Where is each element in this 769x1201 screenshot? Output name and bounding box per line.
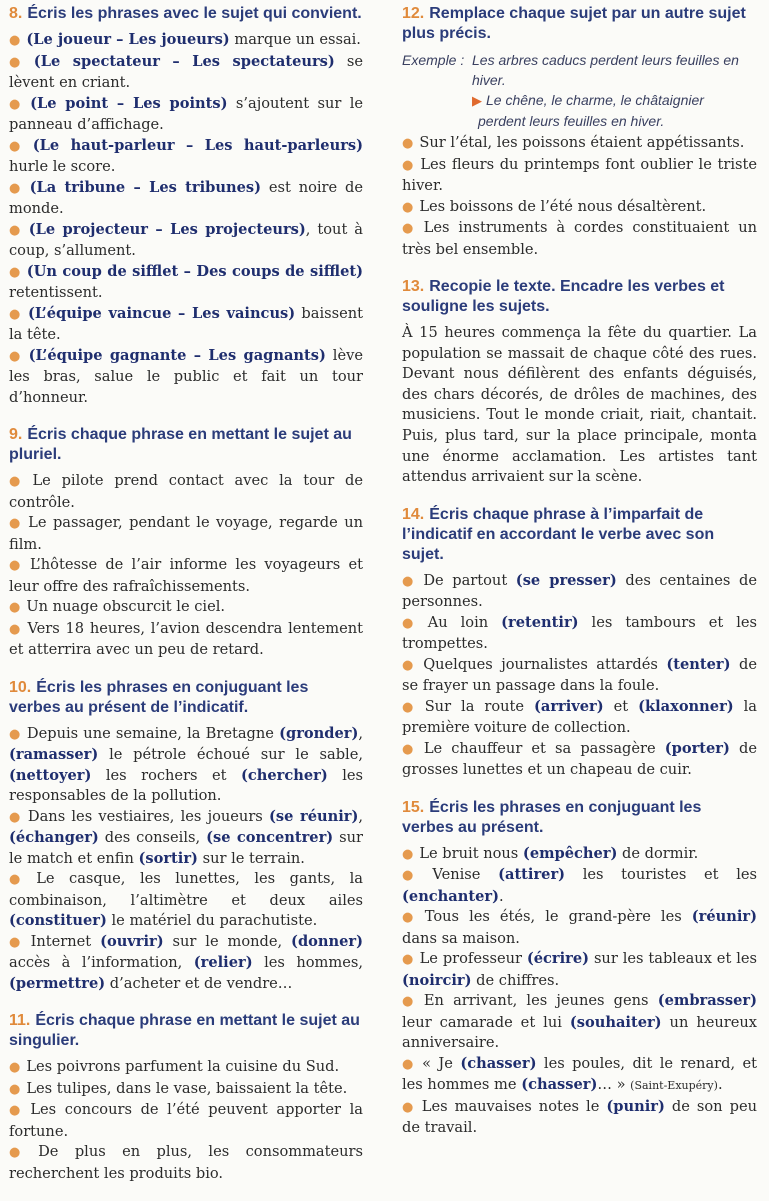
verb-infinitive: (tenter) (666, 655, 731, 673)
bullet-icon: ● (402, 1056, 417, 1072)
verb-infinitive: (écrire) (526, 950, 590, 968)
list-item (402, 844, 757, 866)
sentence-text: les responsables de la pollution. (9, 766, 363, 804)
subject-choice: (Le projecteur – Les projecteurs) (28, 220, 306, 238)
text-passage: À 15 heures commença la fête du quartier. La population se massait de chaque côté des rues. Devant nous défilèrent des enfants déguisés, des chars décorés, de drôles de machines, des musiciens. Tout le monde criait, riait, chantait. Puis, plus tard, sur la place principale, monta une énorme acclamation. Les artistes tant attendus arrivaient sur la scène. (402, 324, 757, 486)
sentence-text: les poules, dit le renard, et les hommes me (402, 1054, 757, 1094)
list-item (9, 619, 363, 661)
sentence-text: Les instruments à cordes constituaient un très bel ensemble. (402, 219, 758, 258)
bullet-icon: ● (9, 180, 24, 196)
sentence-text: Un nuage obscurcit le ciel. (26, 598, 226, 615)
list-item (402, 133, 757, 155)
exercise-title (9, 4, 363, 24)
sentence-text: lève les bras, salue le public et fait un tour d’honneur. (9, 346, 363, 406)
bullet-icon: ● (9, 621, 22, 637)
sentence-text: le pétrole échoué sur le sable, (98, 746, 363, 763)
exercise-9 (9, 425, 363, 661)
exercise-number: 9. (9, 426, 23, 443)
sentence-text: Le bruit nous (419, 844, 523, 862)
subject-choice: (L’équipe vaincue – Les vaincus) (27, 304, 296, 322)
sentence-text: de se frayer un passage dans la foule. (402, 655, 757, 695)
list-item (9, 932, 363, 995)
subject-choice: (L’équipe gagnante – Les gagnants) (28, 346, 326, 364)
exercise-number: 11. (9, 1012, 31, 1029)
sentence-text: hurle le score. (9, 158, 116, 175)
bullet-icon: ● (9, 306, 22, 322)
sentence-text: et (603, 697, 639, 715)
bullet-icon: ● (402, 741, 418, 757)
bullet-icon: ● (402, 157, 415, 173)
bullet-icon: ● (9, 33, 21, 48)
sentence-text: les hommes, (252, 954, 363, 971)
sentence-text: retentissent. (9, 284, 103, 301)
sentence-text: L’hôtesse de l’air informe les voyageurs et leur offre des rafraîchissements. (9, 556, 363, 595)
sentence-text: Les fleurs du printemps font oublier le triste hiver. (402, 155, 757, 194)
bullet-icon: ● (402, 199, 414, 215)
subject-choice: (Le point – Les points) (30, 94, 228, 112)
bullet-icon: ● (402, 952, 414, 968)
bullet-icon: ● (9, 516, 23, 531)
list-item (9, 30, 363, 52)
sentence-text: Dans les vestiaires, les joueurs (27, 807, 269, 825)
list-item (9, 220, 363, 262)
bullet-icon: ● (9, 222, 23, 238)
exercise-title (9, 678, 363, 718)
sentence-text: Les concours de l’été peuvent apporter la fortune. (9, 1101, 363, 1140)
sentence-text: Depuis une semaine, la Bretagne (26, 724, 280, 742)
list-item (402, 197, 757, 219)
bullet-icon: ● (9, 600, 21, 615)
exercise-number: 15. (402, 798, 425, 816)
right-column (402, 4, 757, 1156)
example-answer: Le chêne, le charme, le châtaignier (486, 92, 704, 108)
exercise-title (9, 425, 363, 465)
bullet-icon: ● (9, 138, 27, 154)
verb-infinitive: (souhaiter) (569, 1013, 662, 1031)
left-column (9, 4, 363, 1201)
exercise-instruction: Écris chaque phrase en mettant le sujet au pluriel. (9, 426, 352, 463)
sentence-text: la première voiture de collection. (402, 697, 758, 737)
list-item (402, 1097, 757, 1139)
list-item (9, 555, 363, 597)
sentence-text: sur le match et enfin (9, 829, 363, 867)
exercise-instruction: Écris les phrases en conjuguant les verbes au présent. (402, 798, 702, 836)
sentence-text: Le passager, pendant le voyage, regarde un film. (9, 514, 363, 553)
sentence-text: En arrivant, les jeunes gens (423, 992, 658, 1010)
list-item (9, 597, 363, 619)
verb-infinitive: (chasser) (521, 1076, 598, 1094)
exercise-10 (9, 678, 363, 995)
bullet-icon: ● (9, 54, 28, 70)
list-item (402, 613, 757, 655)
list-item (402, 739, 757, 781)
sentence-text: de son peu de travail. (402, 1097, 757, 1137)
sentence-text: Les mauvaises notes le (421, 1097, 607, 1115)
bullet-icon: ● (402, 699, 419, 715)
exercise-title (402, 277, 757, 317)
subject-choice: (Le joueur – Les joueurs) (26, 31, 230, 48)
exercise-number: 14. (402, 505, 425, 523)
verb-infinitive: (empêcher) (522, 844, 618, 862)
exercise-instruction: Écris les phrases en conjuguant les verbes au présent de l’indicatif. (9, 678, 309, 716)
sentence-text: marque un essai. (229, 31, 361, 48)
sentence-text: Le chauffeur et sa passagère (423, 739, 665, 757)
example-label: Exemple : (402, 52, 465, 68)
verb-infinitive: (se concentrer) (206, 829, 334, 846)
verb-infinitive: (porter) (664, 739, 730, 757)
bullet-icon: ● (9, 872, 31, 887)
sentence-text: sur le monde, (163, 932, 292, 950)
exercise-number: 12. (402, 5, 425, 22)
sentence-text: sur le terrain. (197, 849, 305, 867)
list-item (402, 218, 757, 260)
exercise-number: 8. (9, 5, 23, 22)
sentence-text: de dormir. (617, 844, 699, 862)
bullet-icon: ● (9, 1145, 33, 1160)
sentence-text: . (498, 887, 504, 905)
subject-choice: (Le spectateur – Les spectateurs) (33, 52, 335, 70)
verb-infinitive: (relier) (193, 954, 253, 971)
example-sentence: Les arbres caducs perdent leurs feuilles en (472, 52, 739, 68)
bullet-icon: ● (402, 573, 418, 589)
bullet-icon: ● (402, 846, 414, 862)
verb-infinitive: (attirer) (498, 866, 566, 884)
bullet-icon: ● (9, 264, 21, 280)
sentence-text: , (358, 807, 363, 825)
verb-infinitive: (donner) (291, 932, 363, 950)
verb-infinitive: (ramasser) (9, 746, 99, 763)
subject-choice: (La tribune – Les tribunes) (29, 178, 261, 196)
verb-infinitive: (échanger) (9, 829, 99, 846)
verb-infinitive: (chercher) (240, 766, 328, 784)
exercise-instruction: Écris les phrases avec le sujet qui convient. (27, 5, 362, 22)
bullet-icon: ● (9, 1060, 21, 1075)
bullet-icon: ● (9, 558, 24, 573)
verb-infinitive: (constituer) (9, 912, 107, 929)
list-item (9, 52, 363, 94)
exercise-number: 10. (9, 678, 32, 696)
exercise-title (402, 4, 757, 44)
sentence-text: Le professeur (419, 950, 527, 968)
sentence-text: les tambours et les trompettes. (402, 613, 757, 653)
list-item (9, 1079, 363, 1101)
sentence-text: des centaines de personnes. (402, 571, 757, 611)
bullet-icon: ● (402, 868, 427, 884)
sentence-text: les rochers et (91, 766, 241, 784)
exercise-14 (402, 505, 757, 781)
sentence-text: Venise (432, 866, 499, 884)
exercise-12 (402, 4, 757, 260)
bullet-icon: ● (402, 221, 418, 236)
sentence-text: , (358, 724, 363, 742)
subject-choice: (Le haut-parleur – Les haut-parleurs) (32, 136, 363, 154)
sentence-text: dans sa maison. (402, 929, 520, 947)
verb-infinitive: (chasser) (460, 1054, 537, 1072)
sentence-text: d’acheter et de vendre… (105, 974, 293, 992)
list-item (9, 304, 363, 346)
sentence-text: de chiffres. (471, 971, 560, 989)
sentence-text: le matériel du parachutiste. (106, 912, 318, 929)
bullet-icon: ● (9, 1103, 25, 1118)
sentence-text: Quelques journalistes attardés (423, 655, 667, 673)
example-sentence-end: hiver. (472, 72, 506, 88)
bullet-icon: ● (402, 136, 414, 151)
list-item (9, 262, 363, 304)
bullet-icon: ● (402, 1099, 416, 1115)
sentence-text: … » (597, 1076, 631, 1094)
exercise-11 (9, 1011, 363, 1184)
list-item (9, 136, 363, 178)
list-item (9, 94, 363, 136)
verb-infinitive: (embrasser) (657, 992, 757, 1010)
sentence-text: . (717, 1076, 723, 1094)
sentence-text: est noire de monde. (9, 178, 364, 217)
exercise-8 (9, 4, 363, 408)
bullet-icon: ● (9, 96, 25, 112)
sentence-text: Au loin (427, 613, 502, 631)
sentence-text: accès à l’information, (9, 954, 194, 971)
sentence-text: Sur la route (424, 697, 534, 715)
example-answer-end: perdent leurs feuilles en hiver. (478, 113, 665, 129)
sentence-text: Vers 18 heures, l’avion descendra lentement et atterrira avec un peu de retard. (9, 619, 364, 658)
list-item (402, 697, 757, 739)
exercise-title (402, 798, 757, 838)
example-block (402, 50, 757, 131)
sentence-text: Le pilote prend contact avec la tour de contrôle. (9, 472, 363, 511)
exercise-13 (402, 277, 757, 488)
list-item (402, 991, 757, 1054)
list-item (9, 1100, 363, 1142)
verb-infinitive: (retentir) (501, 613, 579, 631)
verb-infinitive: (nettoyer) (9, 766, 92, 784)
verb-infinitive: (permettre) (9, 974, 106, 992)
list-item (402, 865, 757, 907)
list-item (402, 949, 757, 991)
bullet-icon: ● (402, 657, 418, 673)
sentence-text: baissent la tête. (9, 304, 364, 343)
sentence-text: Les boissons de l’été nous désaltèrent. (419, 197, 707, 215)
exercise-15 (402, 798, 757, 1139)
list-item (9, 1142, 363, 1184)
sentence-text: leur camarade et lui (402, 1013, 570, 1031)
list-item (9, 1057, 363, 1079)
exercise-instruction: Remplace chaque sujet par un autre sujet plus précis. (402, 5, 746, 42)
sentence-text: les touristes et les (565, 866, 757, 884)
verb-infinitive: (ouvrir) (100, 932, 164, 950)
sentence-text: Les poivrons parfument la cuisine du Sud. (26, 1058, 340, 1075)
list-item (9, 513, 363, 555)
list-item (9, 178, 363, 220)
sentence-text: Les tulipes, dans le vase, baissaient la tête. (26, 1079, 348, 1097)
exercise-instruction: Recopie le texte. Encadre les verbes et souligne les sujets. (402, 278, 725, 315)
bullet-icon: ● (9, 474, 27, 489)
sentence-text: Internet (30, 932, 101, 950)
sentence-text: Tous les étés, le grand-père les (424, 908, 692, 926)
list-item (402, 907, 757, 949)
sentence-text: « Je (422, 1054, 461, 1072)
list-item (9, 346, 363, 409)
exercise-title (9, 1011, 363, 1051)
list-item (9, 471, 363, 513)
sentence-text: , tout à coup, s’allument. (9, 220, 363, 259)
list-item (402, 155, 757, 197)
verb-infinitive: (klaxonner) (638, 697, 734, 715)
list-item (402, 571, 757, 613)
exercise-instruction: Écris chaque phrase à l’imparfait de l’indicatif en accordant le verbe avec son sujet. (402, 505, 715, 563)
verb-infinitive: (enchanter) (402, 887, 499, 905)
list-item (9, 869, 363, 932)
exercise-instruction: Écris chaque phrase en mettant le sujet au singulier. (9, 1012, 360, 1049)
verb-infinitive: (punir) (606, 1097, 665, 1115)
verb-infinitive: (arriver) (534, 697, 604, 715)
bullet-icon: ● (9, 348, 23, 364)
sentence-text: De partout (423, 571, 516, 589)
verb-infinitive: (réunir) (691, 908, 757, 926)
sentence-text: de grosses lunettes et un chapeau de cuir. (402, 739, 757, 779)
sentence-text: De plus en plus, les consommateurs recherchent les produits bio. (9, 1143, 363, 1182)
exercise-title (402, 505, 757, 565)
verb-infinitive: (se presser) (515, 571, 617, 589)
verb-infinitive: (sortir) (138, 849, 198, 867)
bullet-icon: ● (402, 994, 418, 1010)
bullet-icon: ● (402, 910, 419, 926)
quote-source: (Saint-Exupéry) (630, 1079, 718, 1093)
sentence-text: sur les tableaux et les (589, 950, 757, 968)
list-item (9, 724, 363, 807)
verb-infinitive: (noircir) (402, 971, 472, 989)
verb-infinitive: (gronder) (279, 724, 359, 742)
sentence-text: Sur l’étal, les poissons étaient appétissants. (419, 134, 745, 151)
sentence-text: des conseils, (98, 829, 207, 846)
sentence-text: Le casque, les lunettes, les gants, la combinaison, l’altimètre et deux ailes (9, 870, 363, 909)
bullet-icon: ● (9, 726, 21, 742)
bullet-icon: ● (9, 809, 22, 825)
list-item (402, 655, 757, 697)
sentence-text: se lèvent en criant. (9, 52, 363, 91)
subject-choice: (Un coup de sifflet – Des coups de sifflet) (26, 262, 363, 280)
bullet-icon: ● (402, 615, 422, 631)
bullet-icon: ● (9, 934, 25, 950)
bullet-icon: ● (9, 1081, 21, 1097)
list-item (402, 1054, 757, 1097)
verb-infinitive: (se réunir) (268, 807, 359, 825)
sentence-text: s’ajoutent sur le panneau d’affichage. (9, 94, 364, 133)
sentence-text: un heureux anniversaire. (402, 1013, 757, 1052)
list-item (9, 807, 363, 870)
arrow-right-icon: ▶ (472, 93, 482, 108)
exercise-number: 13. (402, 278, 425, 295)
